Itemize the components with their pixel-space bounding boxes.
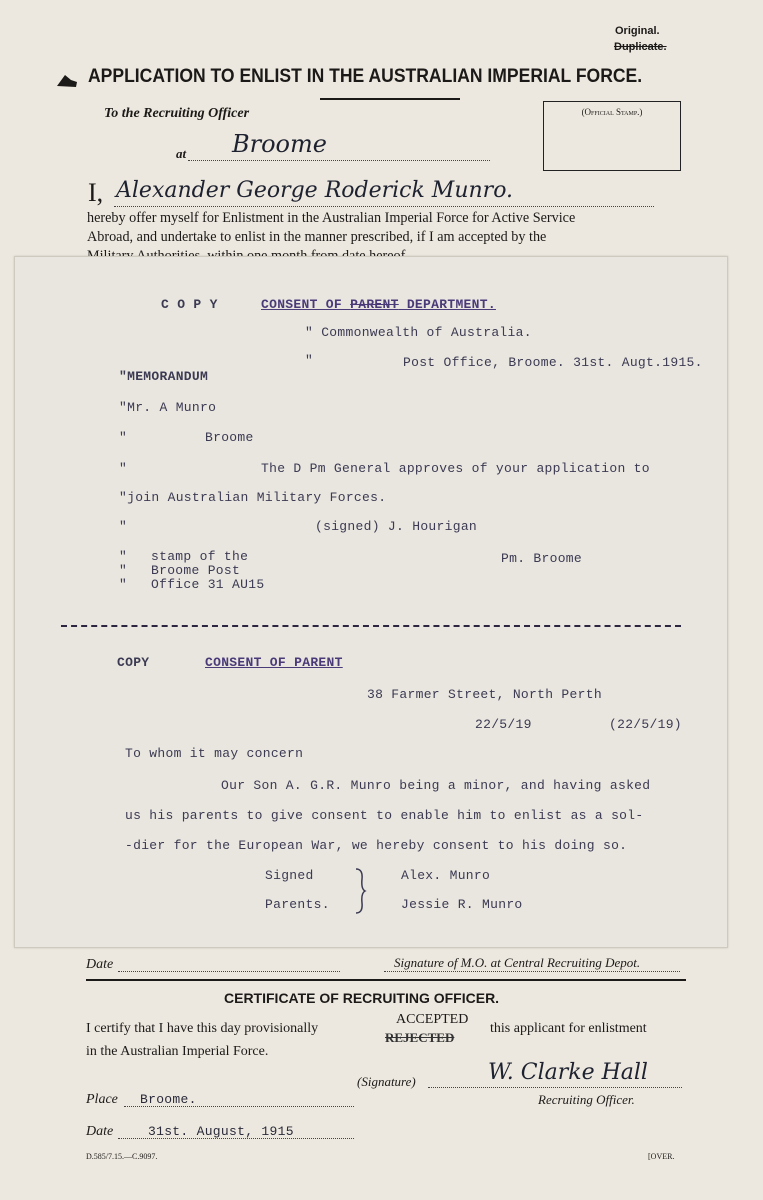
official-stamp-box (543, 101, 681, 171)
date-2-label: Date (86, 1124, 114, 1139)
memo-quote-3: " (119, 461, 128, 476)
memo-memorandum: "MEMORANDUM (119, 369, 209, 384)
pointing-hand-icon (56, 72, 78, 90)
applicant-line (114, 206, 654, 207)
over-label: [OVER. (648, 1152, 675, 1161)
parent-date-2: (22/5/19) (609, 717, 682, 732)
memo-post-office: Post Office, Broome. 31st. Augt.1915. (403, 355, 703, 370)
official-stamp-label: (Official Stamp.) (581, 107, 643, 117)
certificate-rule (86, 979, 686, 981)
memo-pm: Pm. Broome (501, 551, 583, 566)
recruiting-officer-title: Recruiting Officer. (538, 1092, 635, 1107)
at-line (188, 160, 490, 161)
memo-broome: Broome (205, 430, 254, 445)
parent-parents-label: Parents. (265, 897, 330, 912)
memo-stamp-1: stamp of the (151, 549, 249, 564)
date-2-value: 31st. August, 1915 (148, 1124, 294, 1139)
brace-icon (353, 867, 367, 915)
parent-signature-2: Jessie R. Munro (401, 897, 523, 912)
date-label: Date (86, 957, 114, 972)
separator-dashed-line (61, 625, 681, 627)
offer-line-2: Abroad, and undertake to enlist in the manner prescribed, if I am accepted by the (87, 229, 547, 245)
parent-body-2: us his parents to give consent to enable him to enlist as a sol- (125, 808, 644, 823)
title-rule (320, 98, 460, 100)
parent-heading: CONSENT OF PARENT (205, 655, 343, 670)
recruiting-officer-label: To the Recruiting Officer (104, 106, 250, 121)
at-value: Broome (232, 130, 327, 158)
parent-signed-label: Signed (265, 868, 314, 883)
memo-commonwealth: " Commonwealth of Australia. (305, 325, 532, 340)
memo-stamp-2: Broome Post (151, 563, 241, 578)
duplicate-label: Duplicate. (614, 41, 667, 53)
memo-signed: (signed) J. Hourigan (315, 519, 478, 534)
place-label: Place (86, 1092, 118, 1107)
parent-body-1: Our Son A. G.R. Munro being a minor, and having asked (221, 778, 651, 793)
form-code: D.585/7.15.—C.9097. (86, 1152, 158, 1161)
memo-quote-mark: " (305, 353, 314, 368)
applicant-prefix: I, (88, 178, 104, 207)
memo-quote-2: " (119, 430, 128, 445)
memo-mr: "Mr. A Munro (119, 400, 217, 415)
certificate-heading: CERTIFICATE OF RECRUITING OFFICER. (224, 990, 500, 1006)
memo-quote-6: " (119, 563, 128, 578)
memo-approves: The D Pm General approves of your application to (261, 461, 650, 476)
parent-date-1: 22/5/19 (475, 717, 532, 732)
parent-signature-1: Alex. Munro (401, 868, 491, 883)
mo-signature-label: Signature of M.O. at Central Recruiting Depot. (394, 955, 641, 970)
place-value: Broome. (140, 1092, 197, 1107)
memo-quote-5: " (119, 549, 128, 564)
original-label: Original. (615, 25, 660, 37)
parent-body-3: -dier for the European War, we hereby consent to his doing so. (125, 838, 628, 853)
memo-quote-7: " (119, 577, 128, 592)
applicant-name: Alexander George Roderick Munro. (116, 178, 514, 203)
parent-to-whom: To whom it may concern (125, 746, 304, 761)
form-title: APPLICATION TO ENLIST IN THE AUSTRALIAN IMPERIAL FORCE. (88, 65, 643, 87)
parent-address: 38 Farmer Street, North Perth (367, 687, 602, 702)
pasted-consent-sheet (14, 256, 728, 948)
offer-line-1: hereby offer myself for Enlistment in the Australian Imperial Force for Active Service (87, 210, 576, 226)
at-label: at (176, 146, 187, 161)
memo-join: "join Australian Military Forces. (119, 490, 387, 505)
officer-signature: W. Clarke Hall (488, 1060, 648, 1085)
certify-text: I certify that I have this day provisionally (86, 1021, 319, 1036)
date-line (118, 971, 340, 972)
memo-copy-label: C O P Y (161, 297, 218, 312)
memo-stamp-3: Office 31 AU15 (151, 577, 265, 592)
signature-label: (Signature) (357, 1074, 416, 1089)
memo-heading: CONSENT OF PARENT DEPARTMENT. (261, 297, 496, 312)
accepted-stamp: ACCEPTED (396, 1012, 469, 1027)
parent-copy-label: COPY (117, 655, 150, 670)
mo-signature-line (384, 971, 680, 972)
certify-line-2: in the Australian Imperial Force. (86, 1044, 269, 1059)
certify-post: this applicant for enlistment (490, 1021, 647, 1036)
memo-quote-4: " (119, 519, 128, 534)
officer-signature-line (428, 1087, 682, 1088)
rejected-struck: REJECTED (385, 1030, 455, 1045)
